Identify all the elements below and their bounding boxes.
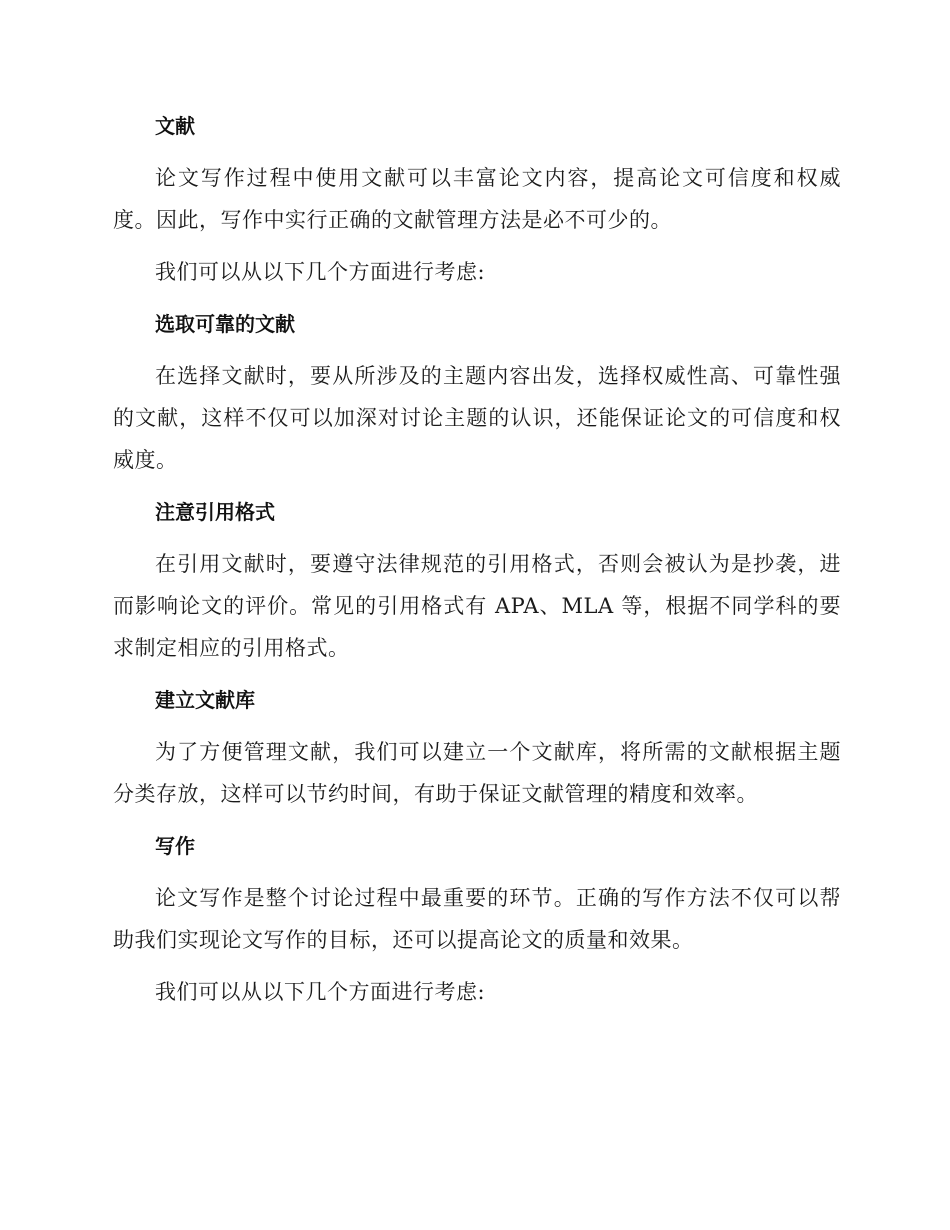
- section-select-reliable-literature: [113, 303, 841, 481]
- section-writing: [113, 825, 841, 1013]
- paragraph: 在选择文献时，要从所涉及的主题内容出发，选择权威性高、可靠性强的文献，这样不仅可以加深对讨论主题的认识，还能保证论文的可信度和权威度。: [113, 364, 841, 472]
- section-heading: 注意引用格式: [155, 500, 275, 524]
- paragraph: 在引用文献时，要遵守法律规范的引用格式，否则会被认为是抄袭，进而影响论文的评价。常见的引用格式有 APA、MLA 等，根据不同学科的要求制定相应的引用格式。: [113, 552, 841, 660]
- paragraph: 我们可以从以下几个方面进行考虑:: [155, 980, 486, 1004]
- paragraph: 论文写作过程中使用文献可以丰富论文内容，提高论文可信度和权威度。因此，写作中实行正确的文献管理方法是必不可少的。: [113, 166, 841, 232]
- paragraph: 论文写作是整个讨论过程中最重要的环节。正确的写作方法不仅可以帮助我们实现论文写作的目标，还可以提高论文的质量和效果。: [113, 886, 841, 952]
- section-heading: 建立文献库: [155, 688, 255, 712]
- section-heading: 文献: [155, 114, 195, 138]
- paragraph: 为了方便管理文献，我们可以建立一个文献库，将所需的文献根据主题分类存放，这样可以节约时间，有助于保证文献管理的精度和效率。: [113, 740, 841, 806]
- section-heading: 选取可靠的文献: [155, 312, 295, 336]
- paragraph: 我们可以从以下几个方面进行考虑:: [155, 260, 486, 284]
- section-citation-format: [113, 491, 841, 669]
- section-literature: [113, 105, 841, 293]
- section-build-library: [113, 679, 841, 815]
- section-heading: 写作: [155, 834, 195, 858]
- document-body: [113, 105, 841, 1023]
